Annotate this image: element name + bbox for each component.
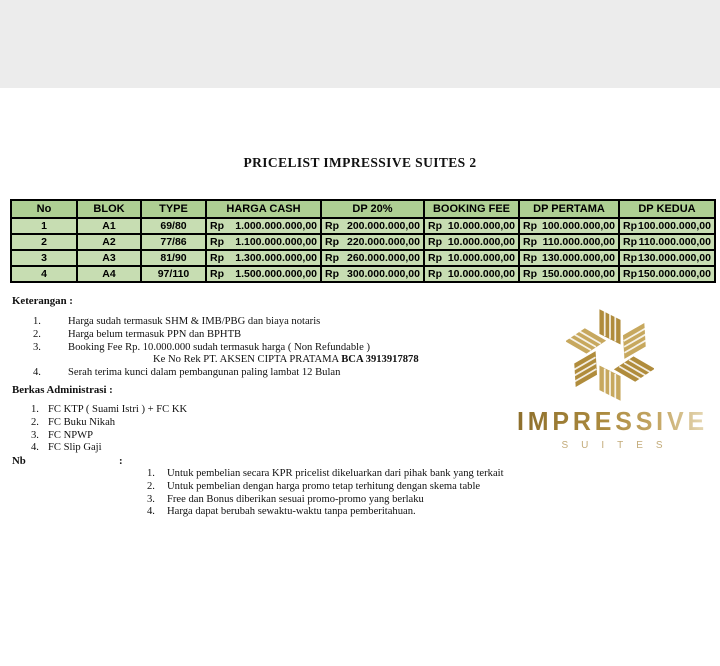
cell-dp-kedua (619, 234, 715, 250)
list-item (33, 367, 419, 380)
nb-list (147, 468, 504, 519)
currency-prefix: Rp (523, 236, 537, 248)
item-number: 3. (33, 341, 41, 353)
table-row (11, 218, 715, 234)
item-text: FC Slip Gaji (48, 442, 102, 454)
currency-prefix: Rp (623, 236, 637, 248)
bank-account-line (153, 354, 419, 367)
cell-blok: A3 (77, 250, 141, 266)
amount: 110.000.000,00 (638, 236, 711, 248)
list-item (33, 329, 419, 342)
item-text: FC NPWP (48, 429, 94, 441)
logo-wordmark: IMPRESSIVE (516, 406, 708, 436)
cell-dp20 (321, 218, 424, 234)
cell-harga-cash (206, 266, 321, 282)
amount: 130.000.000,00 (542, 252, 615, 264)
table-row (11, 250, 715, 266)
list-item (33, 342, 419, 368)
item-number: 3. (147, 493, 155, 505)
cell-no: 4 (11, 266, 77, 282)
cell-booking-fee (424, 218, 519, 234)
currency-prefix: Rp (210, 252, 224, 264)
item-number: 2. (31, 416, 39, 428)
amount: 10.000.000,00 (447, 220, 515, 232)
currency-prefix: Rp (623, 268, 637, 280)
amount: 1.300.000.000,00 (235, 252, 317, 264)
amount: 100.000.000,00 (542, 220, 615, 232)
currency-prefix: Rp (523, 268, 537, 280)
item-number: 4. (31, 442, 39, 454)
currency-prefix: Rp (623, 220, 637, 232)
col-header-dp20: DP 20% (321, 200, 424, 218)
cell-dp-pertama (519, 234, 619, 250)
list-item (33, 316, 419, 329)
cell-booking-fee (424, 250, 519, 266)
amount: 1.000.000.000,00 (235, 220, 317, 232)
amount: 10.000.000,00 (447, 252, 515, 264)
item-number: 1. (31, 404, 39, 415)
cell-type: 69/80 (141, 218, 206, 234)
cell-blok: A2 (77, 234, 141, 250)
list-item (147, 481, 504, 494)
col-header-no: No (11, 200, 77, 218)
currency-prefix: Rp (523, 252, 537, 264)
amount: 100.000.000,00 (638, 220, 711, 232)
table-row (11, 266, 715, 282)
page-title: PRICELIST IMPRESSIVE SUITES 2 (243, 155, 477, 170)
item-text: Free dan Bonus diberikan sesuai promo-promo yang berlaku (167, 493, 424, 505)
bank-account-number: BCA 3913917878 (341, 354, 419, 366)
keterangan-heading: Keterangan : (12, 295, 73, 307)
currency-prefix: Rp (210, 236, 224, 248)
list-item (31, 417, 187, 430)
col-header-type: TYPE (141, 200, 206, 218)
top-gray-band (0, 0, 720, 88)
item-number: 2. (33, 328, 41, 340)
amount: 10.000.000,00 (447, 268, 515, 280)
item-number: 1. (33, 316, 41, 327)
amount: 1.100.000.000,00 (235, 236, 317, 248)
currency-prefix: Rp (325, 252, 339, 264)
cell-no: 3 (11, 250, 77, 266)
currency-prefix: Rp (523, 220, 537, 232)
item-text: Harga dapat berubah sewaktu-waktu tanpa pemberitahuan. (167, 506, 416, 518)
list-item (147, 494, 504, 507)
cell-dp-kedua (619, 250, 715, 266)
col-header-dp-pertama: DP PERTAMA (519, 200, 619, 218)
amount: 150.000.000,00 (638, 268, 711, 280)
amount: 150.000.000,00 (542, 268, 615, 280)
item-text: Harga belum termasuk PPN dan BPHTB (68, 328, 242, 340)
cell-dp20 (321, 266, 424, 282)
cell-no: 1 (11, 218, 77, 234)
keterangan-list (33, 316, 419, 380)
cell-dp-kedua (619, 266, 715, 282)
amount: 110.000.000,00 (542, 236, 615, 248)
list-item (147, 468, 504, 481)
cell-dp-kedua (619, 218, 715, 234)
cell-booking-fee (424, 234, 519, 250)
list-item (31, 430, 187, 443)
amount: 220.000.000,00 (347, 236, 420, 248)
currency-prefix: Rp (325, 268, 339, 280)
item-text: FC Buku Nikah (48, 416, 116, 428)
amount: 130.000.000,00 (638, 252, 711, 264)
item-text: Serah terima kunci dalam pembangunan paling lambat 12 Bulan (68, 367, 341, 379)
table-header-row (11, 200, 715, 218)
cell-no: 2 (11, 234, 77, 250)
list-item (31, 442, 187, 455)
item-number: 3. (31, 429, 39, 441)
nb-colon: : (119, 455, 123, 467)
col-header-booking-fee: BOOKING FEE (424, 200, 519, 218)
cell-dp-pertama (519, 250, 619, 266)
list-item (31, 404, 187, 417)
price-table (10, 199, 716, 283)
cell-dp20 (321, 250, 424, 266)
item-text: Untuk pembelian dengan harga promo tetap terhitung dengan skema table (167, 480, 481, 492)
currency-prefix: Rp (428, 252, 442, 264)
amount: 260.000.000,00 (347, 252, 420, 264)
item-text: FC KTP ( Suami Istri ) + FC KK (48, 404, 188, 415)
cell-booking-fee (424, 266, 519, 282)
item-number: 1. (147, 468, 155, 479)
cell-harga-cash (206, 218, 321, 234)
item-text: Harga sudah termasuk SHM & IMB/PBG dan biaya notaris (68, 316, 321, 327)
item-text: Untuk pembelian secara KPR pricelist dikeluarkan dari pihak bank yang terkait (167, 468, 504, 479)
col-header-blok: BLOK (77, 200, 141, 218)
cell-dp-pertama (519, 266, 619, 282)
currency-prefix: Rp (210, 268, 224, 280)
cell-type: 77/86 (141, 234, 206, 250)
cell-harga-cash (206, 250, 321, 266)
logo-subtext: SUITES (561, 440, 676, 451)
currency-prefix: Rp (623, 252, 637, 264)
cell-blok: A1 (77, 218, 141, 234)
currency-prefix: Rp (428, 220, 442, 232)
berkas-heading: Berkas Administrasi : (12, 384, 113, 396)
amount: 200.000.000,00 (347, 220, 420, 232)
cell-blok: A4 (77, 266, 141, 282)
currency-prefix: Rp (325, 220, 339, 232)
item-text (68, 342, 419, 368)
item-number: 4. (147, 506, 155, 518)
cell-harga-cash (206, 234, 321, 250)
impressive-suites-logo-emblem-icon (566, 304, 654, 406)
item-number: 4. (33, 367, 41, 379)
item-number: 2. (147, 480, 155, 492)
amount: 1.500.000.000,00 (235, 268, 317, 280)
nb-label: Nb (12, 455, 26, 467)
currency-prefix: Rp (428, 268, 442, 280)
currency-prefix: Rp (210, 220, 224, 232)
bank-rek-text: Ke No Rek PT. AKSEN CIPTA PRATAMA (153, 354, 342, 366)
berkas-list (31, 404, 187, 455)
currency-prefix: Rp (325, 236, 339, 248)
currency-prefix: Rp (428, 236, 442, 248)
amount: 300.000.000,00 (347, 268, 420, 280)
cell-type: 97/110 (141, 266, 206, 282)
booking-fee-note: Booking Fee Rp. 10.000.000 sudah termasuk harga ( Non Refundable ) (68, 341, 370, 353)
list-item (147, 506, 504, 519)
cell-dp-pertama (519, 218, 619, 234)
cell-dp20 (321, 234, 424, 250)
col-header-dp-kedua: DP KEDUA (619, 200, 715, 218)
table-row (11, 234, 715, 250)
col-header-harga-cash: HARGA CASH (206, 200, 321, 218)
cell-type: 81/90 (141, 250, 206, 266)
amount: 10.000.000,00 (447, 236, 515, 248)
